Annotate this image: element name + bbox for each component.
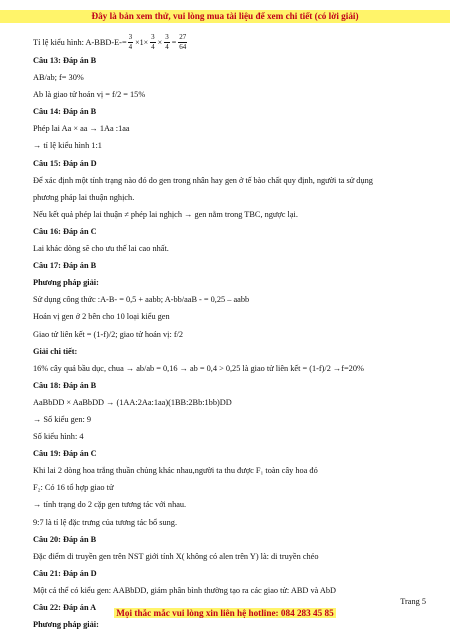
preview-banner-text: Đây là bản xem thử, vui lòng mua tài liệu để xem chi tiết (có lời giải) (91, 11, 359, 21)
section-heading: Câu 20: Đáp án B (33, 534, 97, 544)
body-text-line: phương pháp lai thuận nghịch. (33, 192, 135, 202)
phenotype-ratio-formula (33, 30, 428, 54)
formula-equals: = (171, 37, 177, 47)
fraction-1-denominator: 4 (128, 42, 133, 51)
section-heading: Câu 17: Đáp án B (33, 261, 97, 271)
body-text-line: AB/ab; f= 30% (33, 73, 84, 83)
fraction-3-numerator: 3 (165, 32, 169, 41)
body-text-line: Số kiểu hình: 4 (33, 432, 84, 442)
body-text-line: Lai khác dòng sẽ cho ưu thế lai cao nhất. (33, 244, 169, 254)
fraction-3-denominator: 4 (165, 42, 169, 51)
fraction-result (178, 33, 187, 52)
document-body (33, 30, 428, 637)
body-text-line: Phép lai Aa × aa → 1Aa :1aa (33, 124, 130, 134)
fraction-2-denominator: 4 (151, 42, 155, 51)
hotline-text: Mọi thắc mắc vui lòng xin liên hệ hotline: 084 283 45 85 (116, 608, 334, 618)
fraction-result-denominator: 64 (179, 42, 187, 51)
body-text-line: Để xác định một tính trạng nào đó do gen trong nhân hay gen ở tế bào chất quy định, người ta sử dụng (33, 175, 373, 185)
body-text-line: Nếu kết quả phép lai thuận ≠ phép lai nghịch → gen nằm trong TBC, ngược lại. (33, 209, 298, 219)
section-heading: Câu 18: Đáp án B (33, 380, 97, 390)
fraction-3 (164, 33, 170, 52)
preview-banner (0, 10, 450, 23)
section-heading: Giải chi tiết: (33, 346, 78, 356)
section-heading: Câu 15: Đáp án D (33, 158, 97, 168)
fraction-result-numerator: 27 (179, 32, 187, 41)
fraction-1-numerator: 3 (128, 32, 133, 41)
fraction-2 (150, 33, 156, 52)
fraction-2-numerator: 3 (151, 32, 155, 41)
fraction-1 (128, 33, 134, 52)
section-heading: Câu 14: Đáp án B (33, 107, 97, 117)
body-text-line: Một cá thể có kiểu gen: AABbDD, giảm phân bình thường tạo ra các giao tử: ABD và AbD (33, 585, 337, 595)
formula-operator: ×1× (135, 37, 149, 47)
body-text-line: Hoán vị gen ở 2 bên cho 10 loại kiểu gen (33, 312, 170, 322)
formula-operator: × (157, 37, 163, 47)
body-text-line: 16% cây quả bầu dục, chua → ab/ab = 0,16 → ab = 0,4 > 0,25 là giao tử liên kết = (1-f)/2 →f=20% (33, 363, 364, 373)
body-text-line: Đặc điểm di truyền gen trên NST giới tính X( không có alen trên Y) là: di truyền chéo (33, 551, 319, 561)
body-text-line: AaBbDD × AaBbDD → (1AA:2Aa:1aa)(1BB:2Bb:1bb)DD (33, 397, 232, 407)
section-heading: Phương pháp giải: (33, 278, 99, 288)
answer-lines (33, 56, 428, 630)
body-text-line: Sử dụng công thức :A-B- = 0,5 + aabb; A-bb/aaB - = 0,25 – aabb (33, 295, 250, 305)
body-text-line: Ab là giao tử hoán vị = f/2 = 15% (33, 90, 146, 100)
body-text-line: 9:7 là tỉ lệ đặc trưng của tương tác bổ sung. (33, 517, 178, 527)
body-text-line: → Số kiểu gen: 9 (33, 414, 92, 424)
section-heading: Phương pháp giải: (33, 620, 99, 630)
hotline-footer (0, 608, 450, 618)
body-text-line: Khi lai 2 dòng hoa trắng thuần chủng khác nhau,người ta thu được F₁ toàn cây hoa đỏ (33, 466, 318, 476)
section-heading: Câu 13: Đáp án B (33, 56, 97, 65)
section-heading: Câu 21: Đáp án D (33, 568, 97, 578)
body-text-line: F₂: Có 16 tổ hợp giao tử (33, 483, 114, 493)
section-heading: Câu 16: Đáp án C (33, 226, 97, 236)
section-heading: Câu 19: Đáp án C (33, 449, 97, 459)
page-number: Trang 5 (400, 597, 426, 606)
formula-prefix: Tỉ lệ kiểu hình: A-BBD-E-= (33, 37, 127, 47)
body-text-line: → tính trạng do 2 cặp gen tương tác với nhau. (33, 500, 187, 510)
body-text-line: Giao tử liên kết = (1-f)/2; giao tử hoán vị: f/2 (33, 329, 184, 339)
section-heading: Câu 22: Đáp án A (33, 603, 97, 612)
body-text-line: → tỉ lệ kiểu hình 1:1 (33, 141, 102, 151)
